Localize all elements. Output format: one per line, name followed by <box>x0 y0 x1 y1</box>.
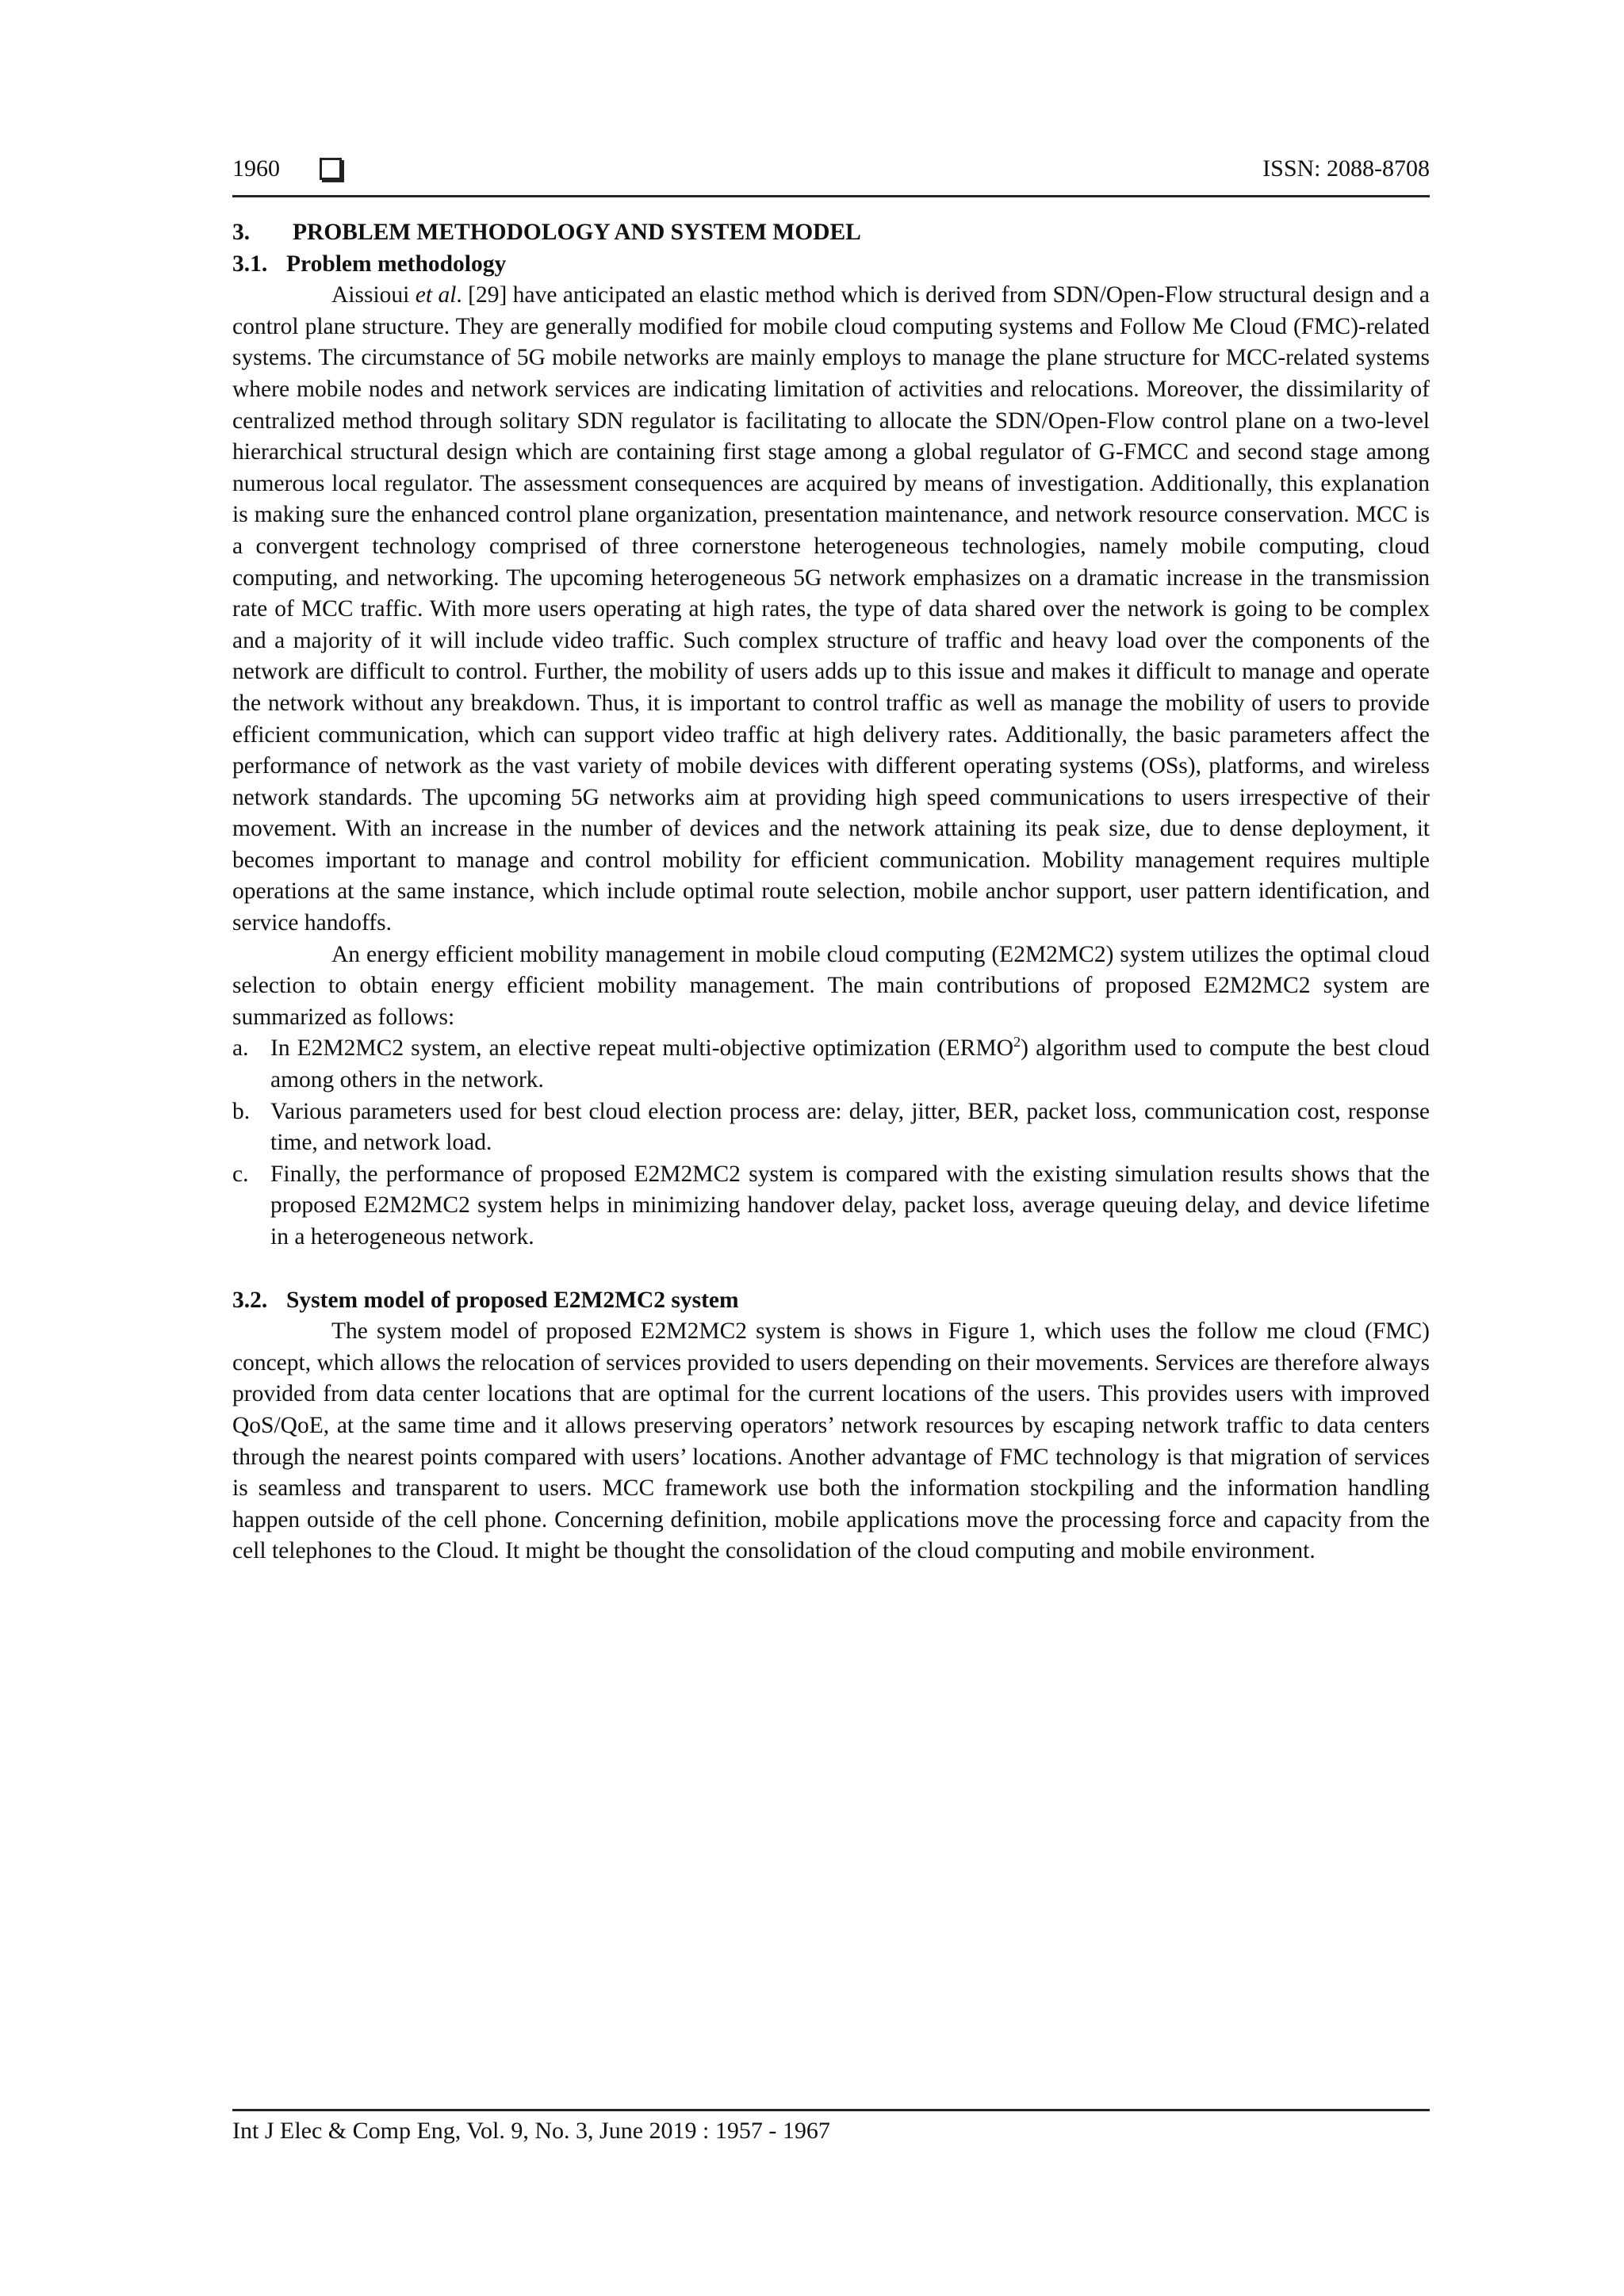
section-title: PROBLEM METHODOLOGY AND SYSTEM MODEL <box>293 220 861 245</box>
checkbox-square-icon <box>320 158 342 180</box>
list-marker: a. <box>232 1035 249 1062</box>
list-item-text: Various parameters used for best cloud election process are: delay, jitter, BER, packet loss, communication cost, response time, and network load. <box>270 1098 1430 1156</box>
subsection-title: Problem methodology <box>286 251 507 277</box>
list-marker: b. <box>232 1098 251 1124</box>
list-item-text: Finally, the performance of proposed E2M2MC2 system is compared with the existing simulation results shows that the proposed E2M2MC2 system helps in minimizing handover delay, packet loss, average queuing delay, and device lifetime in a heterogeneous network. <box>270 1161 1430 1249</box>
superscript: 2 <box>1013 1034 1021 1050</box>
list-item-text: ) algorithm used to compute the best cloud among others in the network. <box>270 1035 1430 1093</box>
subsection-title: System model of proposed E2M2MC2 system <box>286 1287 739 1313</box>
list-item <box>232 1033 1430 1096</box>
subsection-heading <box>232 249 1430 281</box>
issn-label: ISSN: 2088-8708 <box>1262 155 1430 182</box>
paragraph <box>232 280 1430 939</box>
list-item <box>232 1096 1430 1159</box>
section-heading <box>232 217 1430 249</box>
list-item-text: In E2M2MC2 system, an elective repeat multi-objective optimization (ERMO <box>270 1035 1014 1062</box>
page-footer <box>232 2109 1430 2145</box>
paragraph-text: . [29] have anticipated an elastic method which is derived from SDN/Open-Flow structural design and a control plane structure. They are generally modified for mobile cloud computing systems and Follow Me Cloud (FMC)-related systems. The circumstance of 5G mobile networks are mainly employs to manage the plane structure for MCC-related systems where mobile nodes and network services are indicating limitation of activities and relocations. Moreover, the dissimilarity of centralized method through solitary SDN regulator is facilitating to allocate the SDN/Open-Flow control plane on a two-level hierarchical structural design which are containing first stage among a global regulator of G-FMCC and second stage among numerous local regulator. The assessment consequences are acquired by means of investigation. Additionally, this explanation is making sure the enhanced control plane organization, presentation maintenance, and network resource conservation. MCC is a convergent technology comprised of three cornerstone heterogeneous technologies, namely mobile computing, cloud computing, and networking. The upcoming heterogeneous 5G network emphasizes on a dramatic increase in the transmission rate of MCC traffic. With more users operating at high rates, the type of data shared over the network is going to be complex and a majority of it will include video traffic. Such complex structure of traffic and heavy load over the components of the network are difficult to control. Further, the mobility of users adds up to this issue and makes it difficult to manage and operate the network without any breakdown. Thus, it is important to control traffic as well as manage the mobility of users to provide efficient communication, which can support video traffic at high delivery rates. Additionally, the basic parameters affect the performance of network as the vast variety of mobile devices with different operating systems (OSs), platforms, and wireless network standards. The upcoming 5G networks aim at providing high speed communications to users irrespective of their movement. With an increase in the number of devices and the network attaining its peak size, due to dense deployment, it becomes important to manage and control mobility for efficient communication. Mobility management requires multiple operations at the same instance, which include optimal route selection, mobile anchor support, user pattern identification, and service handoffs. <box>232 282 1430 936</box>
paragraph: An energy efficient mobility management in mobile cloud computing (E2M2MC2) system utilizes the optimal cloud selection to obtain energy efficient mobility management. The main contributions of proposed E2M2MC2 system are summarized as follows: <box>232 941 1430 1030</box>
journal-citation: Int J Elec & Comp Eng, Vol. 9, No. 3, June 2019 : 1957 - 1967 <box>232 2118 830 2144</box>
subsection-heading <box>232 1285 1430 1317</box>
et-al: et al <box>415 282 457 308</box>
article-body <box>232 217 1430 1567</box>
section-number: 3. <box>232 220 251 245</box>
list-item <box>232 1159 1430 1253</box>
subsection-number: 3.2. <box>232 1287 268 1313</box>
subsection-number: 3.1. <box>232 251 268 277</box>
spacer <box>232 1253 1430 1285</box>
list-marker: c. <box>232 1161 249 1187</box>
paragraph: The system model of proposed E2M2MC2 system is shows in Figure 1, which uses the follow me cloud (FMC) concept, which allows the relocation of services provided to users depending on their movements. Services are therefore always provided from data center locations that are optimal for the current locations of the users. This provides users with improved QoS/QoE, at the same time and it allows preserving operators’ network resources by escaping network traffic to data centers through the nearest points compared with users’ locations. Another advantage of FMC technology is that migration of services is seamless and transparent to users. MCC framework use both the information stockpiling and the information handling happen outside of the cell phone. Concerning definition, mobile applications move the processing force and capacity from the cell telephones to the Cloud. It might be thought the consolidation of the cloud computing and mobile environment. <box>232 1318 1430 1564</box>
page-header <box>232 155 1430 197</box>
contribution-list <box>232 1033 1430 1253</box>
author-name: Aissioui <box>331 282 416 308</box>
page-number: 1960 <box>232 155 280 182</box>
